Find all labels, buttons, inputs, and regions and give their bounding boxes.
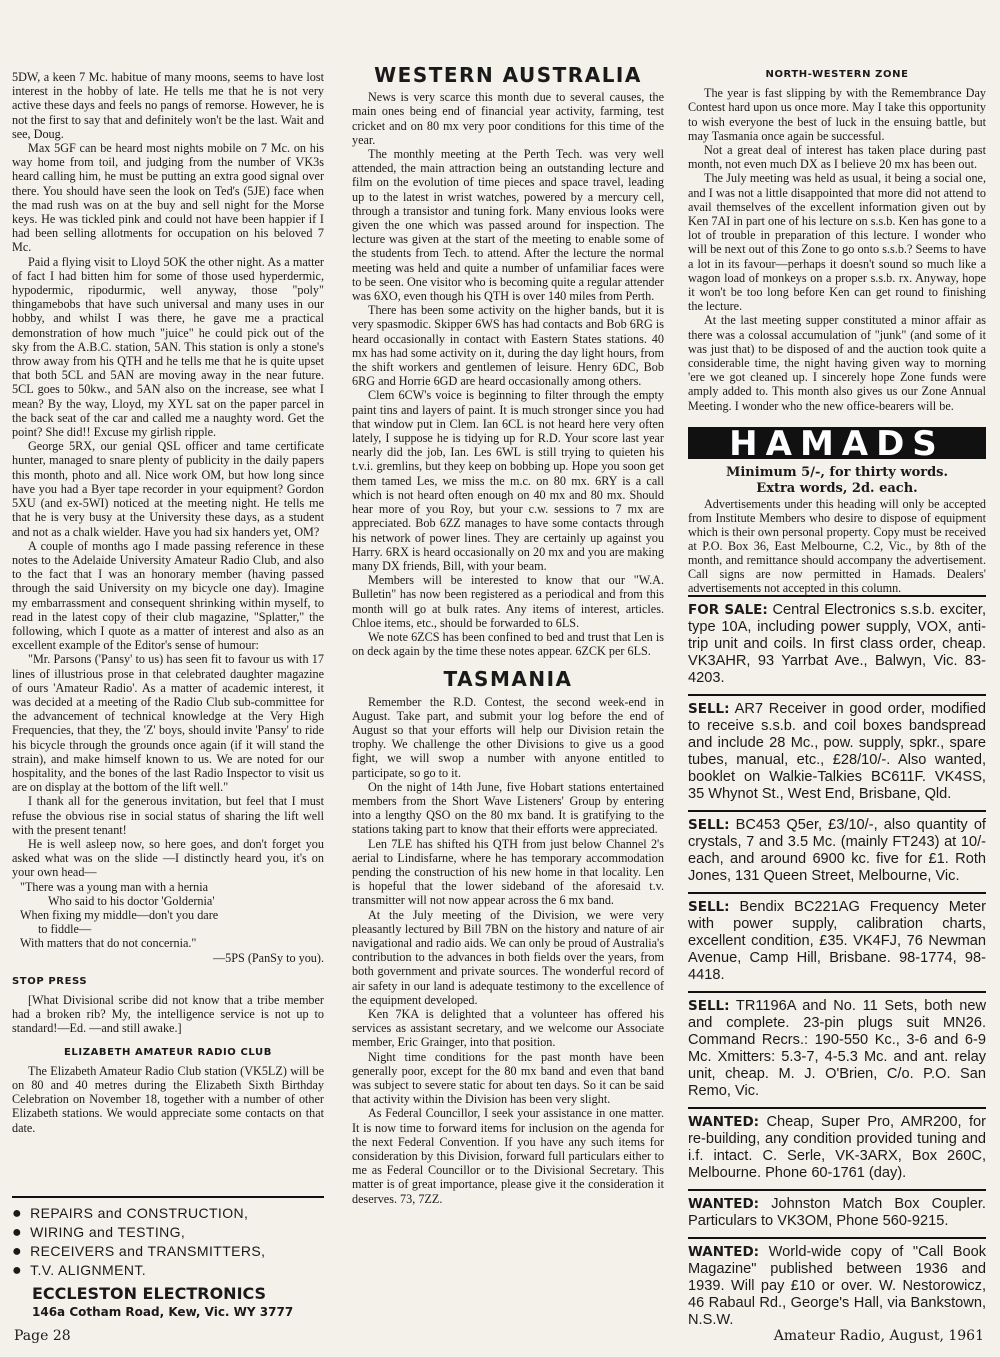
paragraph: A couple of months ago I made passing reference in these notes to the Adelaide University Amateur Radio Club, and also to the fact that I was an honorary member (having passed through the said University on my bicycle one day). Imagine my embarrassment and consequent shrinking within myself, to read in the latest copy of their club magazine, "Splatter," the following, which I quote as a matter of interest and also as an excellent example of the Editor's sense of humour: [12,538,324,653]
paragraph: The year is fast slipping by with the Remembrance Day Contest hard upon us once more. May I take this opportunity to wish everyone the best of luck in the ensuing battle, but may Tasmania once again be successful. [688,86,986,143]
hamads-banner: HAMADS [688,427,986,459]
paragraph: News is very scarce this month due to several causes, the main ones being end of financial year activity, farming, test cricket and on 80 mx very poor conditions for this time of the year. [352,90,664,147]
stop-press-heading: STOP PRESS [12,975,88,987]
ad-line: ● WIRING and TESTING, [12,1224,186,1241]
poem-line: Who said to his doctor 'Goldernia' [48,893,215,908]
hamads-intro: Advertisements under this heading will only be accepted from Institute Members who desire to dispose of equipment which is their own personal property. Copy must be received at P.O. Box 36, East Melbourne, C.2, Vic., by 8th of the month, and remittance should accompany the advertisement. Call signs are now permitted in Hamads. Dealers' advertisements not accepted in this column. [688,497,986,596]
bullet-icon: ● [12,1262,23,1279]
paragraph: Paid a flying visit to Lloyd 5OK the other night. As a matter of fact I had bitten him for some of those used hyperdermic, hypodermic, ripodurmic, well anyway, those "poly" thingamebobs that have such universal and many uses in our hobby, and whilst I was there, he gave me a practical demonstration of how much "juice" he could pick out of the sky from the A.B.C. station, 5AN. This station is only a stone's throw away from his QTH and he tells me that he is quite upset that both 5CL and 5AN are moving away in the near future. 5CL goes to 50kw., and 5AN also on the increase, see what I mean? By the way, Lloyd, my XYL sat on the paper parcel in the back seat of the car and called me a naughty word. Get the point? She did!! Excuse my girlish ripple. [12,254,324,440]
poem-line: When fixing my middle—don't you dare [20,907,219,922]
classified-ad: SELL: BC453 Q5er, £3/10/-, also quantity of crystals, 7 and 3.5 Mc. (mainly FT243) at 10/- each, and around 6900 kc. five for £1. Roth Jones, 131 Queen Street, Melbourne, Vic. [688,810,986,892]
paragraph: The July meeting was held as usual, it being a social one, and I was not a little disappointed that more did not attend to avail themselves of the excellent information given out by Ken 7AI in part one of his lecture on s.s.b. Ken has gone to a lot of trouble in preparation of this lecture. I wonder who will be next out of this Zone to go onto s.s.b.? Seems to have a lot in its favour—perhaps it doesn't sound so much like a wagon load of monkeys on a proper s.s.b. rx. Anyway, hope it won't be too long before Ken can get round to finishing the lecture. [688,171,986,314]
ad-line: ● T.V. ALIGNMENT. [12,1262,147,1279]
classified-ad: WANTED: Johnston Match Box Coupler. Particulars to VK3OM, Phone 560-9215. [688,1189,986,1237]
paragraph: He is well asleep now, so here goes, and don't forget you asked what was on the slide —I distinctly heard you, it's on your own head— [12,836,324,880]
paragraph: There has been some activity on the higher bands, but it is very spasmodic. Skipper 6WS has had contacts and Bob 6RG is heard occasionally in contact with Eastern States stations. 40 mx has had some activity on it, during the day light hours, from the shift workers and gentlemen of leisure. Henry 6DC, Bob 6RG and Horrie 6GD are heard occasionally among others. [352,303,664,389]
classified-ad: SELL: TR1196A and No. 11 Sets, both new and complete. 23-pin plugs suit MN26. Command Recrs.: 190-550 Kc., 3-6 and 6-9 Mc. Xmitters: 5.3-7, 4-5.3 Mc. and ant. relay unit, cheap. M. J. O'Brien, C/o. P.O. San Remo, Vic. [688,991,986,1107]
paragraph: Night time conditions for the past month have been generally poor, except for the 80 mx band and even that band was subject to severe static for about ten days. So it can be said that activity within the Division has been very slight. [352,1049,664,1107]
bullet-icon: ● [12,1224,23,1241]
poem-line: to fiddle— [38,922,92,937]
company-address: 146a Cotham Road, Kew, Vic. WY 3777 [32,1305,294,1319]
section-heading-north-western-zone: NORTH-WESTERN ZONE [765,69,909,80]
paragraph: Len 7LE has shifted his QTH from just below Channel 2's aerial to Lindisfarne, where he has temporary accommodation pending the construction of his new home in that locality. Len is hopeful that the lower sideband of the aforesaid t.v. transmitter will not now appear across the 6 mx band. [352,836,664,908]
paragraph: Max 5GF can be heard most nights mobile on 7 Mc. on his way home from toil, and judging from the number of VK3s heard calling him, he must be putting an extra good signal over there. You should have seen the look on Ted's (5JE) face when the mad rush was on at the buy and sell night for the Morse keys. He was tickled pink and could not have been happier if I had been selling allotments for occupation on his beloved 7 Mc. [12,141,324,255]
column-right [688,68,986,1336]
stop-press-text: [What Divisional scribe did not know that a tribe member had a broken rib? My, the intelligence service is not up to standard!—Ed. —and still awake.] [12,993,324,1036]
section-heading-western-australia: WESTERN AUSTRALIA [374,63,642,87]
club-heading: ELIZABETH AMATEUR RADIO CLUB [64,1046,272,1058]
classified-ad: SELL: Bendix BC221AG Frequency Meter with power supply, calibration charts, excellent condition, £35. VK4FJ, 76 Newman Avenue, Camp Hill, Brisbane. 98-1774, 98-4418. [688,892,986,991]
signature: —5PS (PanSy to you). [212,950,324,965]
paragraph: Not a great deal of interest has taken place during past month, not even much DX as I believe 20 mx has been out. [688,143,986,172]
paragraph: The monthly meeting at the Perth Tech. was very well attended, the main attraction being an outstanding lecture and film on the evolution of time pieces and space travel, leading up to the latest in wrist watches, powered by a mercury cell, through a transistor and tuning fork. Many envious looks were given the one which was passed around for inspection. The lecture was given at the start of the meeting to enable some of the students from Tech. to attend. After the lecture the normal meeting was held and quite a number of unfamiliar faces were to be seen. One visitor who is becoming quite a regular attender was 6XO, even though his QTH is over 140 miles from Perth. [352,147,664,304]
club-text: The Elizabeth Amateur Radio Club station (VK5LZ) will be on 80 and 40 metres during the Elizabeth Sixth Birthday Celebration on November 18, together with a number of other Elizabeth stations. We would appreciate some contacts on that date. [12,1063,324,1135]
section-heading-tasmania: TASMANIA [443,667,573,692]
paragraph: "Mr. Parsons ('Pansy' to us) has seen fit to favour us with 17 lines of illustrious prose in that celebrated daughter magazine of ours 'Amateur Radio'. As a matter of academic interest, it was decided at a meeting of the Radio Club sub-committee for the advancement of technical knowledge at the Very High Frequencies, that they, the 'Z' boys, should invite 'Pansy' to ride his bicycle through the grounds once again (if it will stand the strain), and make himself known to us. We are noted for our hospitality, and the bones of the last Radio Inspector to visit us are on display at the bottom of the lift well." [12,652,324,795]
paragraph: I thank all for the generous invitation, but feel that I must refuse the obvious rise in social status of sharing the lift well with the present tenant! [12,794,324,837]
poem-line: "There was a young man with a hernia [20,879,209,894]
ad-line: ● REPAIRS and CONSTRUCTION, [12,1205,249,1222]
paragraph: At the July meeting of the Division, we were very pleasantly lectured by Bill 7BN on the history and nature of air navigational and radio aids. We can only be proud of Australia's contribution to the advances in both fields over the years, from both government and private sources. The wonderful record of air safety in our land is adequate testimony to the excellence of the equipment developed. [352,907,664,1007]
paragraph: At the last meeting supper constituted a minor affair as there was a colossal accumulation of "junk" (and some of it was just that) to be disposed of and the auction took quite a considerable time, the night having given way to morning 'ere we got cleaned up. I sincerely hope Zone funds were amply added to. This month also gives us our Zone Annual Meeting. I wonder who the new office-bearers will be. [688,313,986,413]
classified-ad: WANTED: Cheap, Super Pro, AMR200, for re-building, any condition provided tuning and i.f. intact. C. Serle, VK-3ARX, Box 260C, Melbourne. Phone 60-1761 (day). [688,1107,986,1189]
ad-line: ● RECEIVERS and TRANSMITTERS, [12,1243,266,1260]
company-name: ECCLESTON ELECTRONICS [32,1284,267,1303]
column-left [12,70,324,1135]
paragraph: We note 6ZCS has been confined to bed and trust that Len is on deck again by the time these notes appear. 6ZCK per 6LS. [352,629,664,659]
paragraph: Clem 6CW's voice is beginning to filter through the empty paint tins and layers of paint. It is much stronger since you had that window put in Clem. Ian 6CL is not heard here very often lately, I suppose he is tidying up for R.D. Your score last year nearly did the job, Ian. Les 6WL is still trying to quieten his t.v.i. gremlins, but they keep on bobbing up. Hope you soon get them tamed Les, we miss the m.c. on 80 mx. 6RY is a call which is not heard often enough on 40 mx and 80 mx. Should hear more of you Roy, but your c.w. sessions to 7 mx are appreciated. Bob 6ZZ manages to have some contacts through his network of power lines. They are certainly up against you Harry. 6RX is heard occasionally on 20 mx and you are making many DX friends, Bill, with your beam. [352,388,664,573]
bullet-icon: ● [12,1243,23,1260]
paragraph: On the night of 14th June, five Hobart stations entertained members from the Short Wave Listeners' Group by entering into a lengthy QSO on the 80 mx band. It is gratifying to the stations taking part to know that their efforts were appreciated. [352,779,664,837]
paragraph: As Federal Councillor, I seek your assistance in one matter. It is now time to forward items for inclusion on the agenda for the next Federal Convention. If you have any such items for consideration by this Division, forward full particulars either to me as Federal Councillor or to the Divisional Secretary. This matter is of great importance, please give it the consideration it deserves. 73, 7ZZ. [352,1106,664,1206]
paragraph: Ken 7KA is delighted that a volunteer has offered his services as assistant secretary, and we welcome our Associate member, Eric Grainger, into that position. [352,1007,664,1050]
paragraph: Members will be interested to know that our "W.A. Bulletin" has now been registered as a periodical and from this month will go at bulk rates. Any items of interest, articles. Chloe items, etc., should be forwarded to 6LS. [352,573,664,630]
hamads-rate [688,465,986,497]
poem-line: With matters that do not concernia." [20,936,197,951]
column-middle [352,63,664,1206]
classified-ad: WANTED: World-wide copy of "Call Book Magazine" published between 1936 and 1939. Will pay £10 or over. W. Nestorowicz, 46 Rabaul Rd., George's Hall, via Bankstown, N.S.W. [688,1237,986,1336]
page-number: Page 28 [14,1328,71,1344]
classified-ad: SELL: AR7 Receiver in good order, modified to receive s.s.b. and coil boxes bandspread and include 28 Mc., pow. supply, spkr., spare tubes, manual, etc., £28/10/-. Also wanted, booklet on Walkie-Talkies BC611F. VK4SS, 35 Whynot St., West End, Brisbane, Qld. [688,694,986,810]
rate-line: Minimum 5/-, for thirty words. [725,465,949,481]
paragraph: George 5RX, our genial QSL officer and tame certificate hunter, managed to snare plenty of publicity in the daily papers this month, photo and all. Nice work OM, but how long since have you had a Byer tape recorder in your equipment? Gordon 5XU (and ex-5WI) noticed at the meeting night. He tells me that he is very busy at the University these days, as a student and not as a chalk wielder. Have you had six handers yet, OM? [12,439,324,539]
rate-line: Extra words, 2d. each. [756,481,918,497]
paragraph: Remember the R.D. Contest, the second week-end in August. Take part, and submit your log before the end of August so that your efforts will help our Division retain the trophy. We challenge the other Divisions to give us a good fight, we will swop a number with anyone entitled to participate, so go to it. [352,694,664,780]
bullet-icon: ● [12,1205,23,1222]
limerick [12,880,324,951]
paragraph: 5DW, a keen 7 Mc. habitue of many moons, seems to have lost interest in the hobby of late. He tells me that he is not very active these days and feels no pangs of remorse. However, he is not the first to say that and definitely won't be the last. Wait and see, Doug. [12,70,324,141]
publication-line: Amateur Radio, August, 1961 [773,1328,984,1344]
classified-ad: FOR SALE: Central Electronics s.s.b. exciter, type 10A, including power supply, VOX, anti-trip unit and coils. In first class order, cheap. VK3AHR, 93 Yarrbat Ave., Balwyn, Vic. 83-4203. [688,595,986,694]
eccleston-advertisement [12,1196,324,1319]
